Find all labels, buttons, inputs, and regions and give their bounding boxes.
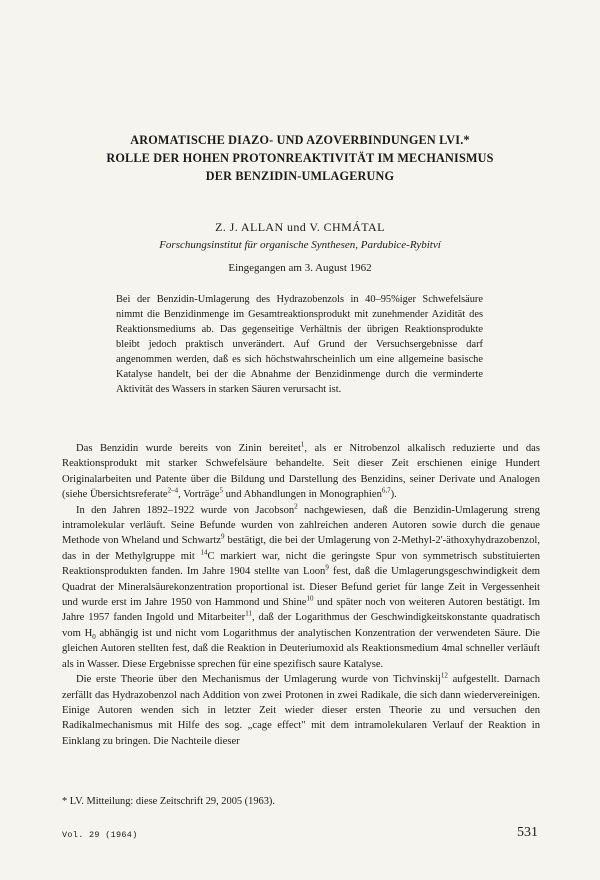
isotope-sup: 14: [200, 548, 208, 557]
received-date: Eingegangen am 3. August 1962: [228, 262, 372, 274]
ref-sup: 1: [300, 440, 305, 449]
p2-text: fest, daß die Umlagerungsgeschwindigkeit dem Quadrat der Mineralsäurekonzentration proportional ist. Dieser Befund geriet für lange Zeit in Vergessenheit und wurde erst im Jahre 1950 von Hammond und Shine: [62, 566, 540, 609]
article-title-line-3: DER BENZIDIN-UMLAGERUNG: [205, 169, 395, 183]
p2-text: C markiert war, nicht die geringste Spur von symmetrisch substituierten Reaktionsprodukten fanden. Im Jahre 1904 stellte van Loon: [62, 550, 540, 578]
ref-sup: 5: [219, 486, 223, 495]
p1-text: und Abhandlungen in Monographien: [222, 489, 382, 501]
ref-sup: 12: [440, 671, 448, 680]
p1-text: Das Benzidin wurde bereits von Zinin bereitet: [76, 443, 301, 454]
p2-text: In den Jahren 1892–1922 wurde von Jacobson: [76, 504, 295, 516]
body-paragraph-2: [62, 503, 540, 672]
volume-info: Vol. 29 (1964): [62, 830, 138, 840]
ref-sup: 10: [306, 594, 314, 603]
page-number: 531: [517, 825, 538, 840]
body-paragraph-3: [62, 672, 540, 749]
body-paragraph-1: [62, 441, 540, 503]
article-title-line-1: AROMATISCHE DIAZO- UND AZOVERBINDUNGEN LVI.*: [130, 133, 470, 147]
p2-text: und später noch von weiteren Autoren bestätigt. Im Jahre 1957 fanden Ingold und Mitarbeiter: [62, 597, 540, 624]
ref-sup: 11: [245, 609, 252, 618]
footnote: * LV. Mitteilung: diese Zeitschrift 29, 2005 (1963).: [62, 796, 275, 807]
p1-text: , als er Nitrobenzol alkalisch reduzierte und das Reaktionsprodukt mit starker Schwefelsäure behandelte. Seit dieser Zeit erschienen einige Hundert Originalarbeiten und Patente über die Bildung und Darstellung des Benzidins, seiner Derivate und Analogen (siehe Übersichtsreferate: [62, 443, 540, 501]
ref-sup: 2: [294, 502, 298, 511]
ref-sup: 2–4: [167, 486, 179, 495]
p3-text: Die erste Theorie über den Mechanismus der Umlagerung wurde von Tichvinskij: [76, 674, 441, 686]
hammett-sub: 0: [92, 632, 96, 641]
p3-text: aufgestellt. Darnach zerfällt das Hydrazobenzol nach Addition von zwei Protonen in zwei Radikale, die sich dann wiedervereinigen. Einige Autoren wenden sich in letzter Zeit wieder dieser ersten Theorie zu und versuchen den Radikalmechanismus mit Hilfe des sog. „cage effect" mit dem intramolekularen Verlauf der Reaktion in Einklang zu bringen. Die Nachteile dieser: [62, 674, 540, 747]
article-title-line-2: ROLLE DER HOHEN PROTONREAKTIVITÄT IM MECHANISMUS: [106, 151, 494, 165]
p1-text: , Vorträge: [178, 489, 220, 501]
p2-text: nachgewiesen, daß die Benzidin-Umlagerung streng intramolekular verläuft. Seine Befunde wurden von zahlreichen anderen Autoren sowie durch die genaue Methode von Wheland und Schwartz: [62, 504, 540, 547]
affiliation: Forschungsinstitut für organische Synthesen, Pardubice-Rybitví: [159, 239, 441, 251]
ref-sup: 9: [221, 532, 225, 541]
abstract: Bei der Benzidin-Umlagerung des Hydrazobenzols in 40–95%iger Schwefelsäure nimmt die Benzidinmenge im Gesamtreaktionsprodukt mit zunehmender Azidität des Reaktionsmediums ab. Das gegenseitige Verhältnis der übrigen Reaktionsprodukte bleibt jedoch praktisch unverändert. Auf Grund der Versuchsergebnisse darf angenommen werden, daß es sich höchstwahrscheinlich um eine allgemeine basische Katalyse handelt, bei der die Abnahme der Benzidinmenge durch die verminderte Aktivität des Wassers in starken Säuren verursacht ist.: [116, 294, 483, 395]
p2-text: abhängig ist und nicht vom Logarithmus der analytischen Konzentration der verwendeten Säure. Die gleichen Autoren stellten fest, daß die Reaktion in Deuteriumoxid als Reaktionsmedium 4mal schneller verläuft als in Wasser. Diese Ergebnisse sprechen für eine spezifisch saure Katalyse.: [62, 627, 540, 670]
authors: Z. J. ALLAN und V. CHMÁTAL: [215, 220, 385, 234]
p2-text: bestätigt, die bei der Umlagerung von 2-Methyl-2'-äthoxyhydrazobenzol, das in der Methylgruppe mit: [62, 535, 540, 562]
ref-sup: 9: [325, 563, 329, 572]
p2-text: , daß der Logarithmus der Geschwindigkeitskonstante quadratisch vom H: [62, 612, 540, 639]
ref-sup: 6,7: [381, 486, 391, 495]
article-body: [62, 441, 540, 749]
p1-text: ).: [390, 489, 397, 501]
